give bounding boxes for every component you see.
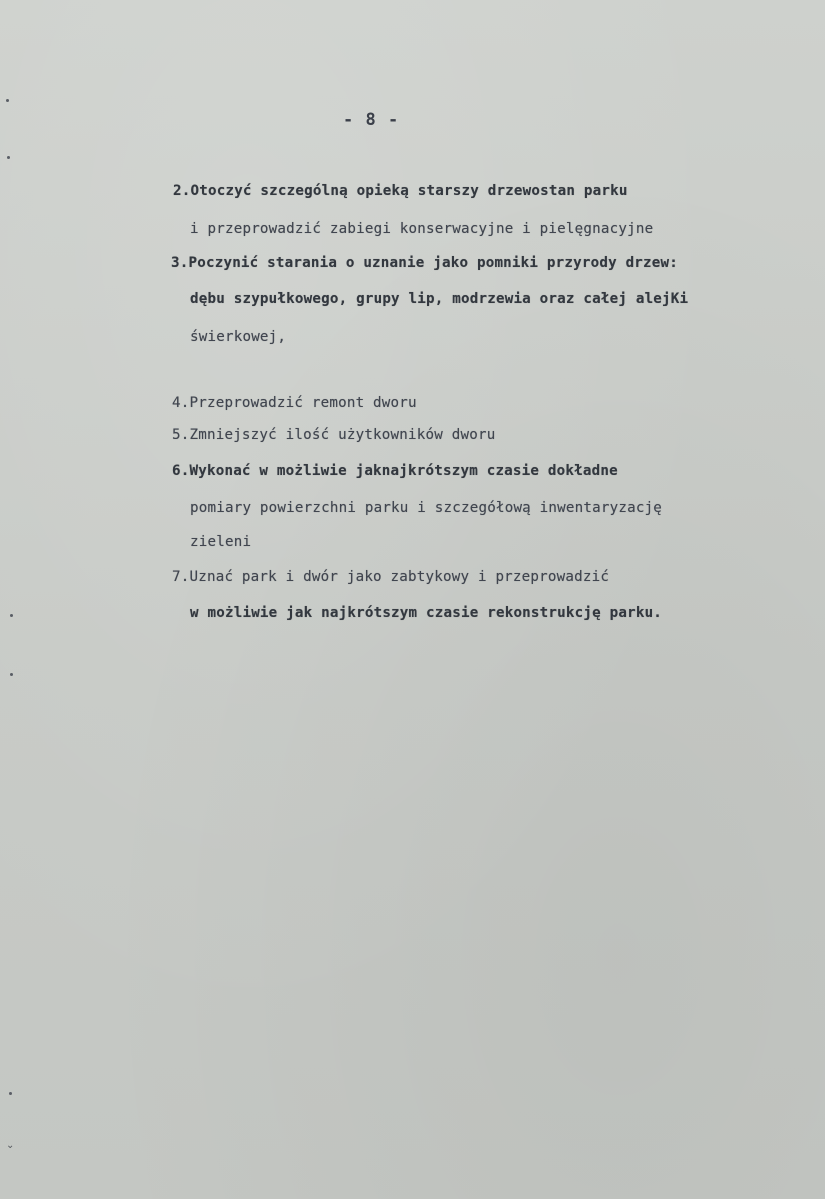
margin-speck — [6, 99, 9, 102]
text-line: 7.Uznać park i dwór jako zabtykowy i przeprowadzić — [172, 569, 610, 585]
text-line: i przeprowadzić zabiegi konserwacyjne i pielęgnacyjne — [190, 221, 654, 237]
margin-mark: ⌄ — [6, 1140, 15, 1151]
margin-speck — [7, 156, 10, 159]
page-number: - 8 - — [343, 110, 400, 130]
text-line: 4.Przeprowadzić remont dworu — [172, 395, 417, 411]
text-line: 3.Poczynić starania o uznanie jako pomniki przyrody drzew: — [171, 255, 679, 271]
text-line: 6.Wykonać w możliwie jaknajkrótszym czasie dokładne — [172, 463, 618, 479]
text-line: świerkowej, — [190, 329, 287, 345]
text-line: pomiary powierzchni parku i szczegółową inwentaryzację — [190, 500, 663, 516]
margin-speck — [10, 673, 13, 676]
text-line: 5.Zmniejszyć ilość użytkowników dworu — [172, 427, 496, 443]
text-line: w możliwie jak najkrótszym czasie rekonstrukcję parku. — [190, 605, 663, 621]
margin-speck — [10, 614, 13, 617]
text-line: 2.Otoczyć szczególną opieką starszy drzewostan parku — [173, 183, 628, 199]
text-line: zieleni — [190, 534, 252, 550]
text-line: dębu szypułkowego, grupy lip, modrzewia oraz całej alejKi — [190, 291, 689, 307]
margin-speck — [9, 1092, 12, 1095]
